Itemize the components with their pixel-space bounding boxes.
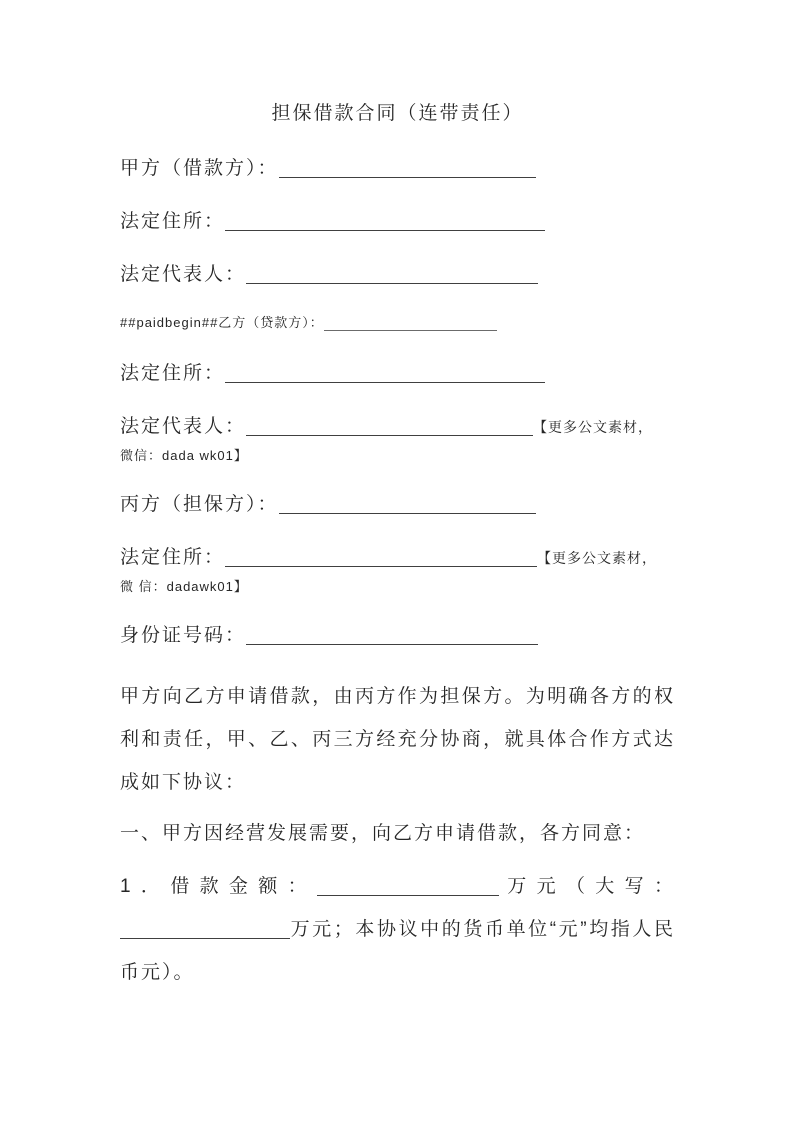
field-row-party-c [120,491,675,519]
field-label-address-c: 法定住所： [120,547,226,568]
field-label-representative-b: 法定代表人： [120,416,247,437]
field-row-address-a [120,208,675,236]
blank-line-representative-b [246,416,533,436]
clause-1-text-part-1: 1．借款金额： [120,876,317,897]
field-label-party-a: 甲方（借款方）： [120,158,279,179]
blank-line-address-a [225,211,545,231]
watermark-text-1-line-1: 【更多公文素材， [533,419,654,435]
watermark-text-2-line-2: 微 信：dadawk01】 [120,579,248,594]
field-row-representative-b [120,413,675,441]
blank-line-representative-a [246,264,538,284]
document-title: 担保借款合同（连带责任） [271,103,524,124]
blank-line-party-a [279,158,536,178]
field-label-representative-a: 法定代表人： [120,264,247,285]
blank-line-amount-words [120,919,290,939]
field-label-party-b: ##paidbegin##乙方（贷款方）： [120,315,324,330]
preamble-paragraph: 甲方向乙方申请借款，由丙方作为担保方。为明确各方的权利和责任，甲、乙、丙三方经充分协商，就具体合作方式达成如下协议： [120,686,675,793]
field-row-party-a [120,155,675,183]
field-label-party-c: 丙方（担保方）： [120,494,279,515]
clause-1-text-part-2: 万元（大写： [498,876,675,897]
clause-1 [120,865,675,994]
clause-1-text-part-3: 万元；本协议中的货币单位“元”均指人民币元）。 [120,919,675,983]
field-row-id-number [120,622,675,650]
field-label-address-a: 法定住所： [120,211,226,232]
clause-heading-1: 一、甲方因经营发展需要，向乙方申请借款，各方同意： [120,823,646,844]
field-row-address-c [120,544,675,572]
blank-line-party-b [324,317,497,331]
blank-line-id-number [246,625,538,645]
blank-line-address-b [225,363,545,383]
watermark-text-2-line-1: 【更多公文素材， [537,550,658,566]
field-label-id-number: 身份证号码： [120,625,247,646]
blank-line-address-c [225,547,537,567]
field-row-party-b [120,314,675,332]
watermark-text-1-line-2: 微信：dada wk01】 [120,448,248,463]
field-row-address-b [120,360,675,388]
blank-line-amount-number [317,876,499,896]
field-label-address-b: 法定住所： [120,363,226,384]
field-row-representative-a [120,261,675,289]
blank-line-party-c [279,494,536,514]
